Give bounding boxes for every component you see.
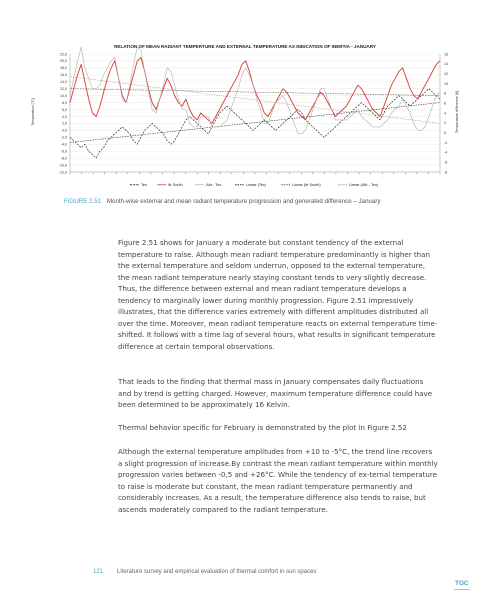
y-tick-label: 22,0 xyxy=(60,52,67,57)
figure-caption xyxy=(64,198,381,205)
y2-tick-label: 8 xyxy=(444,91,446,96)
legend-label: Δθr - Tex xyxy=(206,183,222,187)
figure-number: FIGURE 2.51 xyxy=(64,198,102,205)
y2-tick-label: -6 xyxy=(444,160,448,165)
y2-tick-label: 12 xyxy=(444,71,448,76)
y-axis-ticks xyxy=(59,52,67,174)
chart-legend xyxy=(130,183,379,187)
y2-tick-label: -8 xyxy=(444,170,448,175)
legend-label: Tex xyxy=(141,183,147,187)
legend-label: Linear (θr South) xyxy=(292,183,321,187)
y2-tick-label: 16 xyxy=(444,52,448,57)
legend-label: θr South xyxy=(168,183,183,187)
paragraph-1: Figure 2.51 shows for January a moderate but constant tendency of the external temperature to raise. Although mean radiant temperature predominantly is higher than the external temperature and seldom underrun, opposed to the external temperature, the mean radiant temperature nearly staying constant tends to very slightly decrease. Thus, the difference between external and mean radiant temperature develops a tendency to marginally lower during monthly progression. Figure 2.51 impressively illustrates, that the difference varies extremely with different amplitudes distributed all over the time. Moreover, mean radiant temperature reacts on external temperature time-shifted. It follows with a time lag of several hours, what results in significant temperature difference at certain temporal observations. xyxy=(118,238,438,351)
y2-axis-ticks xyxy=(444,52,448,174)
toc-underline xyxy=(454,589,470,590)
y-tick-label: 16,0 xyxy=(60,73,67,78)
legend-label: Linear (Tex) xyxy=(246,183,267,187)
y2-tick-label: 0 xyxy=(444,130,446,135)
y-tick-label: 6,0 xyxy=(62,107,67,112)
y2-tick-label: 2 xyxy=(444,121,446,126)
y-tick-label: -2,0 xyxy=(60,135,67,140)
y-axis-label: Temperature [°C] xyxy=(31,98,35,126)
series-line-1 xyxy=(70,58,440,124)
y2-tick-label: 10 xyxy=(444,81,448,86)
x-axis-ticks xyxy=(70,172,440,175)
y-tick-label: 18,0 xyxy=(60,66,67,71)
legend-label: Linear (Δθr - Tex) xyxy=(348,183,379,187)
y-tick-label: -12,0 xyxy=(58,170,67,175)
y2-tick-label: 6 xyxy=(444,101,446,106)
y-tick-label: -10,0 xyxy=(58,163,67,168)
y-tick-label: -8,0 xyxy=(60,156,67,161)
y-tick-label: 0,0 xyxy=(62,128,67,133)
running-title: Literature survey and empirical evaluation of thermal comfort in sun spaces xyxy=(117,569,317,575)
y-tick-label: -4,0 xyxy=(60,142,67,147)
paragraph-2: That leads to the finding that thermal mass in January compensates daily fluctuations and by trend is getting charged. However, maximum temperature difference could have been determined to be approximately 16 Kelvin. xyxy=(118,377,433,409)
y-tick-label: 8,0 xyxy=(62,100,67,105)
toc-link[interactable]: TOC xyxy=(455,580,469,587)
y-tick-label: 14,0 xyxy=(60,80,67,85)
page-number: 121 xyxy=(93,569,104,575)
y-tick-label: -6,0 xyxy=(60,149,67,154)
chart-title: RELATION OF MEAN RADIANT TEMPERTURE AND EXTERNAL TEMPERATURE AS INDICATION OF INERTIA - JANUARY xyxy=(114,44,376,49)
y2-tick-label: -2 xyxy=(444,140,448,145)
y2-axis-label: Temperature difference [K] xyxy=(455,90,459,134)
y2-tick-label: 4 xyxy=(444,111,446,116)
chart-grid xyxy=(70,54,440,172)
y-tick-label: 4,0 xyxy=(62,114,67,119)
y-tick-label: 10,0 xyxy=(60,93,67,98)
y-tick-label: 20,0 xyxy=(60,59,67,64)
figure-caption-text: Month-wise external and mean radiant temperature progression and generated difference – January xyxy=(106,198,381,205)
y2-tick-label: -4 xyxy=(444,150,448,155)
y2-tick-label: 14 xyxy=(444,62,448,67)
y-tick-label: 2,0 xyxy=(62,121,67,126)
y-tick-label: 12,0 xyxy=(60,87,67,92)
chart-figure xyxy=(30,40,460,200)
paragraph-4: Although the external temperature amplitudes from +10 to -5°C, the trend line recovers a slight progression of increase.By contrast the mean radiant temperature within monthly progression varies between -0,5 and +26°C. While the tendency of ex-ternal temperature to raise is moderate but constant, the mean radiant temperature permanently and considerably increases. As a result, the temperature difference also tends to raise, but ascends moderately compared to the radiant temperature. xyxy=(118,447,438,514)
paragraph-3: Thermal behavior specific for February is demonstrated by the plot in Figure 2.52 xyxy=(118,423,407,432)
